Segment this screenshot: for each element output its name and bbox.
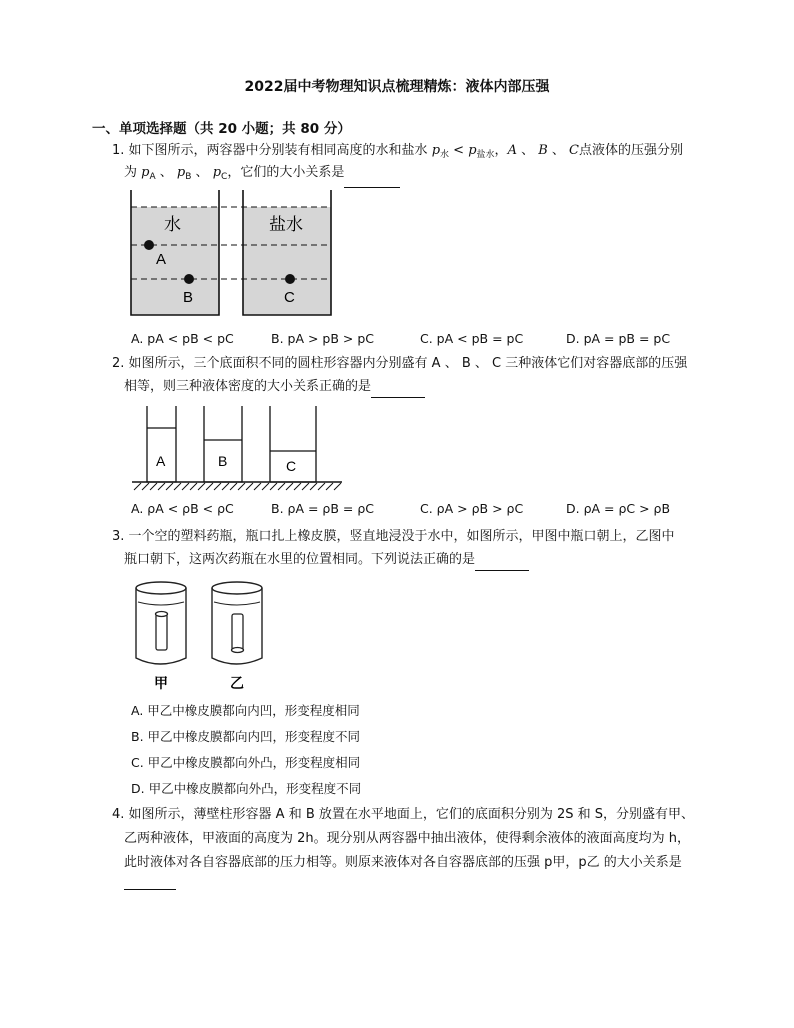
question-4-line-2: 乙两种液体，甲液面的高度为 2h。现分别从两容器中抽出液体，使得剩余液体的液面高度均为 h， [124,831,691,846]
subscript: C [221,172,228,182]
symbol-p: p [431,143,441,158]
saltwater-label: 盐水 [269,215,303,234]
separator: 、 [516,143,539,158]
option-a[interactable]: A. ρA < ρB < ρC [131,501,234,516]
question-3 [112,526,675,548]
water-surface-jia [138,602,184,605]
option-a[interactable]: A. pA < pB < pC [131,331,234,346]
question-text: 如下图所示，两容器中分别装有相同高度的水和盐水 [128,143,432,158]
point-b-dot [184,274,194,284]
option-b[interactable]: B. pA > pB > pC [271,331,375,346]
question-text: ， [494,143,508,158]
option-c[interactable]: C. 甲乙中橡皮膜都向外凸，形变程度相同 [131,755,361,770]
question-text: 点液体的压强分别 [579,143,684,158]
option-c[interactable]: C. ρA > ρB > ρC [420,501,524,516]
point-c-dot [285,274,295,284]
container-b [204,406,242,482]
ground-hatching [134,483,341,490]
point-c: C [569,143,579,158]
question-text: 为 [124,165,142,180]
label-jia: 甲 [154,675,168,691]
separator: 、 [155,165,177,180]
answer-blank [124,889,176,890]
option-a[interactable]: A. 甲乙中橡皮膜都向内凹，形变程度相同 [131,703,360,718]
container-a [147,406,176,482]
bottle-yi [232,614,243,650]
label-a: A [156,453,166,469]
question-2-line-2 [124,376,425,398]
question-text: 瓶口朝下，这两次药瓶在水里的位置相同。下列说法正确的是 [124,552,476,567]
question-2 [112,353,687,375]
option-d[interactable]: D. 甲乙中橡皮膜都向外凸，形变程度不同 [131,781,362,796]
subscript: 盐水 [476,150,495,160]
medicine-bottle-figure [132,576,272,692]
label-c: C [286,458,297,474]
point-a: A [507,143,517,158]
membrane-jia [156,612,168,617]
question-number: 3. [112,529,125,544]
symbol-p: p [176,165,186,180]
beaker-jia-rim [136,582,186,594]
label-b: B [183,289,194,306]
question-4-line-3: 此时液体对各自容器底部的压力相等。则原来液体对各自容器底部的压强 p甲，p乙 的大小关系是 [124,855,682,870]
answer-blank [344,173,400,188]
label-yi: 乙 [230,675,244,691]
membrane-yi [232,648,244,653]
subscript: 水 [440,150,450,160]
question-number: 2. [112,356,125,371]
symbol-p: p [468,143,477,158]
less-than: < [449,143,469,158]
separator: 、 [191,165,213,180]
question-text: 一个空的塑料药瓶，瓶口扎上橡皮膜，竖直地浸没于水中，如图所示，甲图中瓶口朝上，乙图中 [128,529,675,544]
question-number: 1. [112,143,125,158]
question-text: 如图所示，薄壁柱形容器 A 和 B 放置在水平地面上，它们的底面积分别为 2S 和 S，分别盛有甲、 [128,807,695,822]
page-title: 2022届中考物理知识点梳理精炼：液体内部压强 [244,79,550,95]
containers-figure [128,188,348,318]
point-b: B [538,143,548,158]
bottle-jia [156,614,167,650]
question-text: 如图所示，三个底面积不同的圆柱形容器内分别盛有 A 、 B 、 C 三种液体它们对容器底部的压强 [128,356,688,371]
subscript: A [149,172,156,182]
label-b: B [218,453,228,469]
option-c[interactable]: C. pA < pB = pC [420,331,524,346]
option-d[interactable]: D. ρA = ρC > ρB [566,501,671,516]
symbol-p: p [212,165,222,180]
question-3-line-2 [124,549,529,571]
label-c: C [284,289,295,306]
three-containers-figure [128,400,348,494]
answer-blank [475,556,529,571]
question-4 [112,804,694,826]
question-1-line-2 [124,162,400,188]
question-number: 4. [112,807,125,822]
option-b[interactable]: B. ρA = ρB = ρC [271,501,375,516]
separator: 、 [547,143,570,158]
subscript: B [185,172,192,182]
beaker-yi-rim [212,582,262,594]
symbol-p: p [141,165,150,180]
point-a-dot [144,240,154,250]
option-b[interactable]: B. 甲乙中橡皮膜都向内凹，形变程度不同 [131,729,361,744]
question-text: ，它们的大小关系是 [227,165,345,180]
water-label: 水 [164,215,181,234]
label-a: A [156,251,167,268]
answer-blank [371,383,425,398]
question-text: 相等，则三种液体密度的大小关系正确的是 [124,379,372,394]
water-surface-yi [214,602,260,605]
option-d[interactable]: D. pA = pB = pC [566,331,671,346]
section-heading: 一、单项选择题（共 20 小题；共 80 分） [92,121,351,137]
